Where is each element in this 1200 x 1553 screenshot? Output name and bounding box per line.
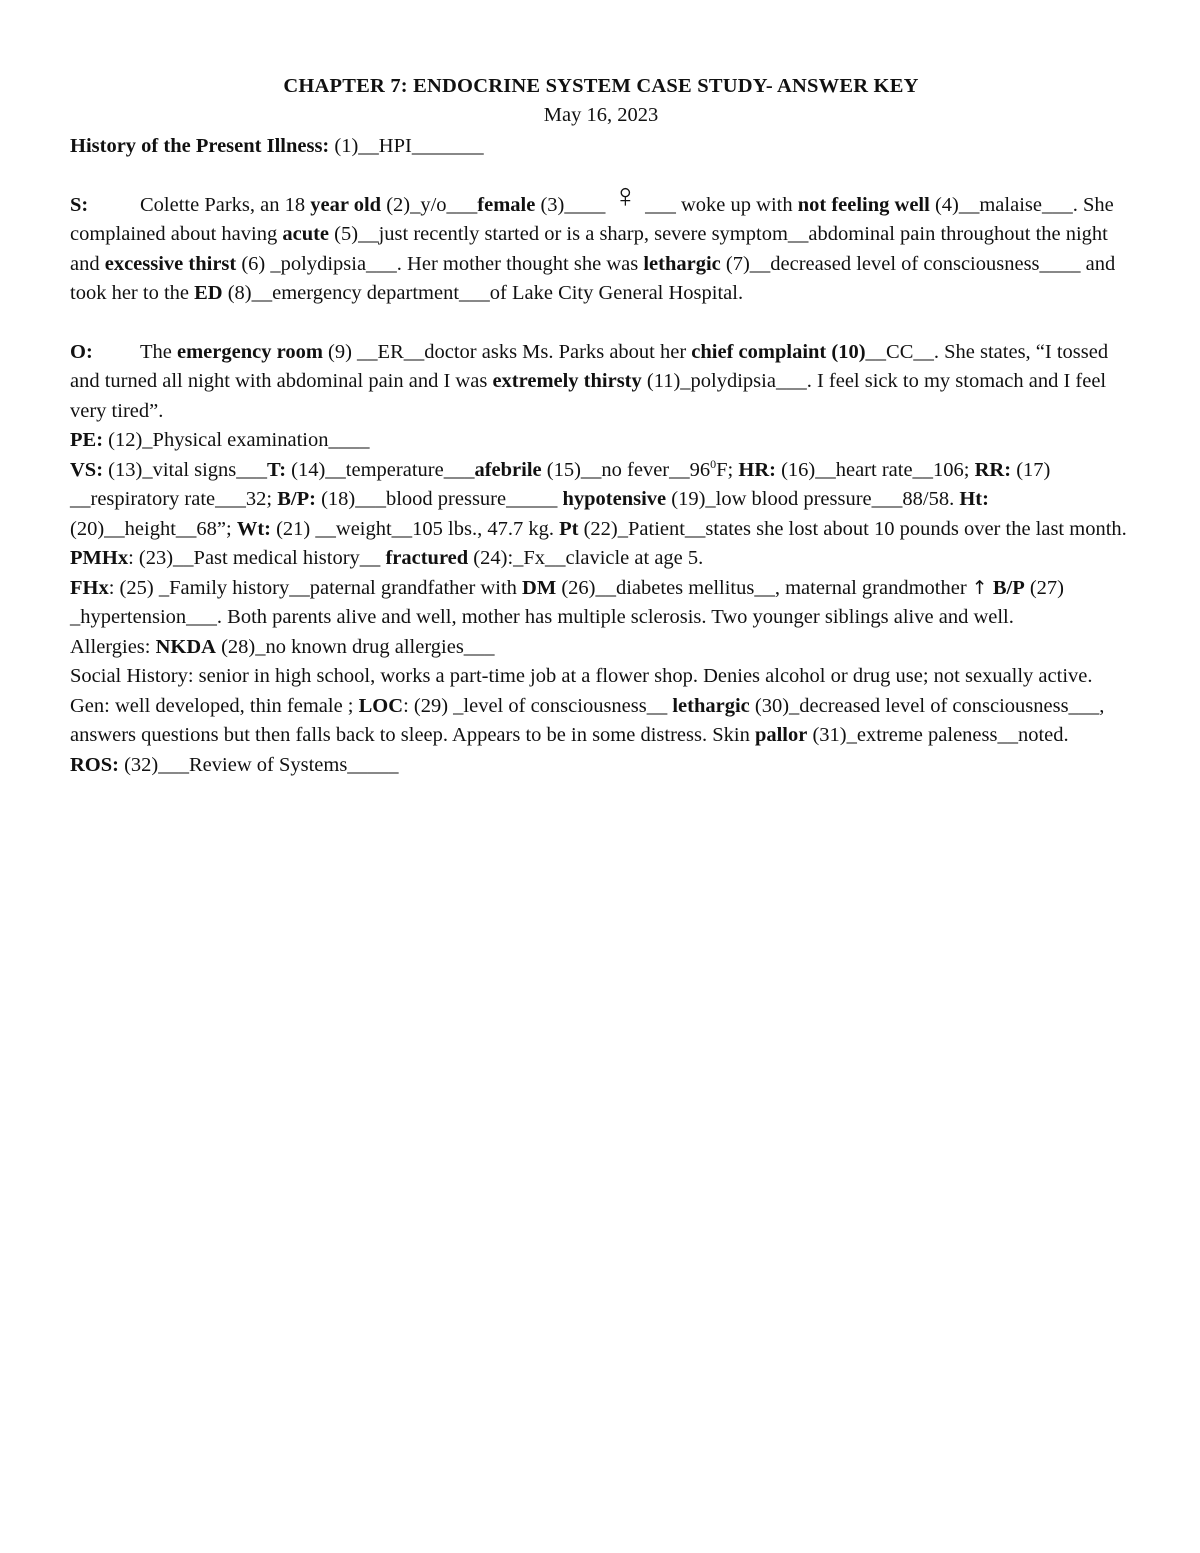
term-ed: ED: [194, 282, 223, 304]
objective-text: (9) __ER__doctor asks Ms. Parks about her: [322, 340, 692, 363]
hypotensive-answer: (19)_low blood pressure___88/58.: [666, 488, 960, 510]
hpi-answer: (1)__HPI_______: [329, 135, 484, 157]
subjective-text: (4)__malaise___. She complained about having: [70, 193, 1114, 245]
term-hypotensive: hypotensive: [562, 488, 667, 510]
subjective-text: (3)____: [535, 193, 611, 216]
objective-text: (11)_polydipsia___. I feel sick to my stomach and I feel very tired”.: [70, 370, 1107, 422]
allergies-label: Allergies:: [70, 635, 156, 658]
hr-answer: (16)__heart rate__106;: [775, 458, 970, 481]
temperature-unit: F;: [716, 458, 739, 481]
vs-label: VS:: [70, 458, 104, 481]
pmhx-label: PMHx: [70, 547, 129, 569]
vitals-paragraph: [70, 456, 1132, 545]
term-acute: acute: [282, 223, 330, 245]
gen-text: (31)_extreme paleness__noted.: [807, 724, 1069, 746]
term-year-old: year old: [310, 193, 382, 216]
gen-paragraph: [70, 692, 1132, 751]
ht-label: Ht:: [959, 488, 989, 510]
pe-label: PE:: [70, 429, 104, 451]
fhx-paragraph: [70, 574, 1132, 633]
bp-label: B/P:: [277, 488, 316, 510]
spacer: [70, 309, 1132, 338]
pe-line: [70, 426, 1132, 456]
wt-answer: (21) __weight__105 lbs., 47.7 kg.: [270, 517, 560, 540]
subjective-label: S:: [70, 193, 89, 216]
pt-answer: (22)_Patient__states she lost about 10 pounds over the last month.: [578, 517, 1127, 540]
term-dm: DM: [522, 576, 557, 599]
rr-label: RR:: [974, 458, 1012, 481]
term-afebrile: afebrile: [474, 458, 542, 481]
pmhx-text: (24):_Fx__clavicle at age 5.: [468, 547, 704, 569]
term-chief-complaint: chief complaint (10): [691, 340, 866, 363]
term-excessive-thirst: excessive thirst: [104, 252, 237, 275]
fhx-text: (27) _hypertension___. Both parents alive and well, mother has multiple sclerosis. Two younger siblings alive and well.: [70, 576, 1065, 628]
term-bp: B/P: [987, 576, 1025, 599]
term-emergency-room: emergency room: [177, 340, 323, 363]
fhx-label: FHx: [70, 576, 109, 599]
hpi-label: History of the Present Illness:: [70, 135, 330, 157]
bp-answer: (18)___blood pressure_____: [315, 488, 563, 510]
allergies-line: [70, 633, 1132, 663]
objective-text: The: [140, 340, 177, 363]
fhx-text: (26)__diabetes mellitus__, maternal grandmother: [556, 576, 972, 599]
document-date: May 16, 2023: [543, 104, 659, 126]
pe-answer: (12)_Physical examination____: [103, 429, 370, 451]
subjective-text: Colette Parks, an 18: [140, 193, 311, 216]
ros-label: ROS:: [70, 753, 119, 776]
ros-answer: (32)___Review of Systems_____: [118, 753, 399, 776]
temperature-answer: (14)__temperature___: [286, 458, 475, 481]
hpi-line: [70, 132, 1132, 162]
temperature-label: T:: [267, 458, 287, 481]
wt-label: Wt:: [236, 517, 271, 540]
subjective-text: ___ woke up with: [640, 193, 798, 216]
hr-label: HR:: [738, 458, 776, 481]
term-fractured: fractured: [385, 547, 469, 569]
subjective-text: (8)__emergency department___of Lake City General Hospital.: [222, 282, 744, 304]
objective-text: __CC__. She states, “I tossed and turned all night with abdominal pain and I was: [70, 340, 1109, 392]
pmhx-line: [70, 544, 1132, 574]
up-arrow-icon: ↑: [971, 576, 988, 599]
ht-answer: (20)__height__68”;: [70, 517, 237, 540]
document-content: [70, 72, 1132, 780]
objective-label: O:: [70, 340, 93, 363]
ros-line: [70, 751, 1132, 781]
pt-label: Pt: [559, 517, 579, 540]
gen-text: : (29) _level of consciousness__: [403, 694, 673, 717]
afebrile-answer: (15)__no fever__96: [541, 458, 711, 481]
social-history-paragraph: Social History: senior in high school, works a part-time job at a flower shop. Denies alcohol or drug use; not sexually active.: [70, 665, 1093, 687]
subjective-text: (5)__just recently started or is a sharp, severe symptom__abdominal pain throughout the night and: [70, 223, 1108, 275]
term-extremely-thirsty: extremely thirsty: [492, 370, 642, 392]
term-female: female: [477, 193, 536, 216]
allergies-answer: (28)_no known drug allergies___: [215, 635, 495, 658]
term-lethargic: lethargic: [643, 252, 721, 275]
gen-text: (30)_decreased level of consciousness___, answers questions but then falls back to sleep. Appears to be in some distress. Skin: [70, 694, 1105, 746]
subjective-text: (7)__decreased level of consciousness____ and took her to the: [70, 252, 1116, 304]
term-loc: LOC: [358, 694, 404, 717]
vs-answer: (13)_vital signs___: [103, 458, 268, 481]
subjective-paragraph: S: Colette Parks, an 18 year old (2)_y/o___female (3)____ ♀ ___ woke up with not feeling well (4)__malaise___. She complained about having acute (5)__just recently started or is a sharp, severe symptom__abdominal pain throughout the night and excessive thirst (6) _polydipsia___. Her mother thought she was lethargic (7)__decreased level of consciousness____ and took her to the ED (8)__emergency department___of Lake City General Hospital.: [70, 177, 1116, 304]
subjective-text: (2)_y/o___: [381, 193, 478, 216]
fhx-text: : (25) _Family history__paternal grandfather with: [108, 576, 523, 599]
term-not-feeling-well: not feeling well: [797, 193, 930, 216]
pmhx-text: : (23)__Past medical history__: [128, 547, 386, 569]
term-lethargic: lethargic: [672, 694, 750, 717]
spacer: [70, 162, 1132, 191]
degree-superscript: 0: [710, 456, 717, 471]
page-title: CHAPTER 7: ENDOCRINE SYSTEM CASE STUDY- ANSWER KEY: [283, 75, 919, 97]
rr-answer: (17) __respiratory rate___32;: [70, 458, 1051, 510]
term-nkda: NKDA: [155, 635, 216, 658]
gen-text: Gen: well developed, thin female ;: [70, 694, 359, 717]
term-pallor: pallor: [754, 724, 808, 746]
objective-paragraph: [70, 338, 1132, 427]
subjective-text: (6) _polydipsia___. Her mother thought she was: [236, 252, 644, 275]
